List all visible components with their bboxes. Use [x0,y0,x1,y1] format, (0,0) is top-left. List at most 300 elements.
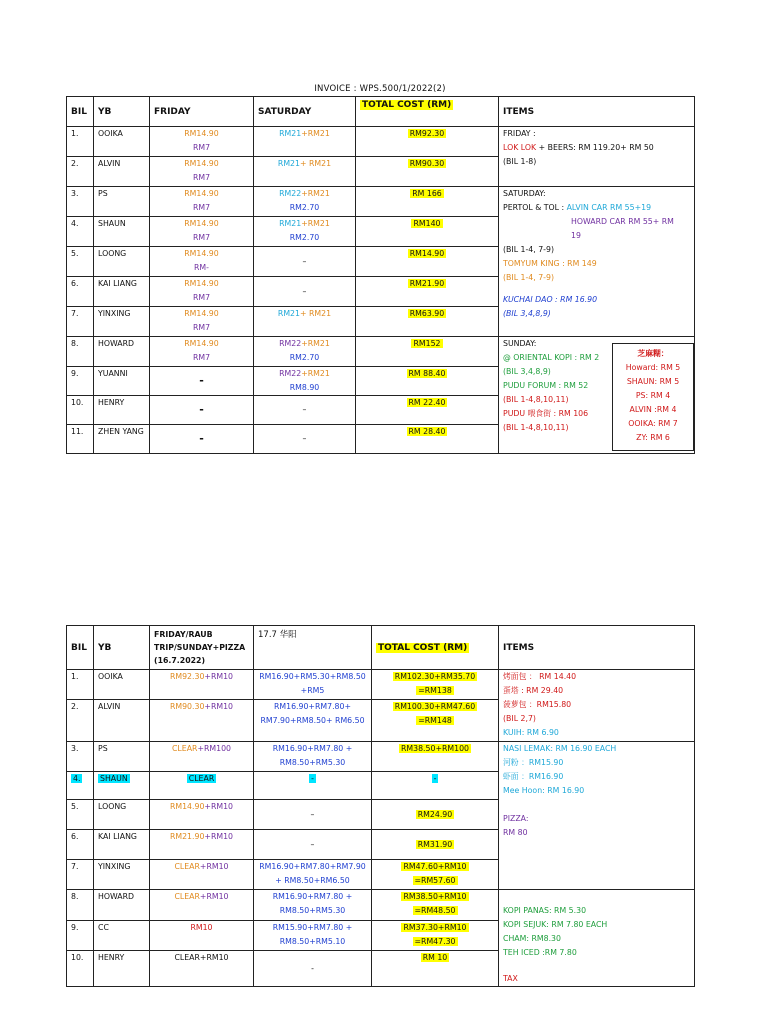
friday-amount-2: RM7 [192,353,211,362]
yb-cell: OOIKA [94,127,150,157]
yb-cell: ALVIN [94,700,150,742]
items-line: @ ORIENTAL KOPI : RM 2 [503,353,600,362]
items-line: KOPI PANAS: RM 5.30 [503,906,587,915]
friday-cell [150,277,254,307]
c3-part-a: RM21.90 [169,832,205,841]
total-cell [372,830,499,860]
friday-amount-2: RM7 [192,203,211,212]
total-line-1 [376,742,494,756]
plus-sign: + [301,369,308,378]
jul17-cell [254,742,372,772]
items-line [503,201,690,215]
c4-text: RM16.90+RM5.30+RM8.50 +RM5 [259,672,366,695]
friday-amount: RM14.90 [184,279,219,288]
empty-dash: - [199,431,204,445]
items-line: Mee Hoon: RM 16.90 [503,786,585,795]
friday-amount-2: RM7 [192,233,211,242]
col-friday-raub: FRIDAY/RAUB TRIP/SUNDAY+PIZZA (16.7.2022) [150,626,254,670]
jul17-cell [254,830,372,860]
yb-cell [94,772,150,800]
yb-cell: YUANNI [94,367,150,396]
total-cell [356,127,499,157]
saturday-cell [254,307,356,337]
bil-cell: 9. [67,920,94,951]
c3-part-a: CLEAR [174,862,200,871]
bil-cell: 1. [67,127,94,157]
total-amount: RM 10 [422,953,448,963]
lok-lok-label: LOK LOK [503,143,537,152]
items-line: (BIL 1-4, 7-9) [503,245,554,254]
total-result: =RM48.50 [414,906,456,915]
saturday-part-a: RM22 [279,189,302,198]
saturday-part-b: RM21 [307,129,330,138]
items-line: 河粉 ：RM15.90 [503,758,564,767]
total-cell [356,396,499,425]
yb-cell: KAI LIANG [94,830,150,860]
jul17-cell [254,890,372,921]
items-line: CHAM: RM8.30 [503,934,561,943]
items-line [503,141,690,155]
friday-cell [150,217,254,247]
yb-cell: PS [94,187,150,217]
friday-raub-cell [150,670,254,700]
total-cell [372,951,499,987]
saturday-part-a: RM21 [277,159,300,168]
yb-cell: HOWARD [94,337,150,367]
c3-part-b: +RM100 [197,744,232,753]
c3-part-b: +RM10 [199,953,229,963]
total-cell [372,920,499,951]
bil-cell: 10. [67,396,94,425]
table-row [67,670,695,700]
saturday-cell [254,396,356,425]
friday-amount-2: RM7 [192,173,211,182]
friday-raub-cell [150,830,254,860]
c4-text: RM16.90+RM7.80+RM7.90 + RM8.50+RM6.50 [259,862,366,885]
friday-amount-2: RM7 [192,293,211,302]
items-bakery [499,670,695,742]
c4-text: RM16.90+RM7.80 + RM8.50+RM5.30 [272,892,353,915]
empty-dash: - [311,963,314,973]
friday-cell [150,247,254,277]
tax-line: TAX [503,974,518,983]
sesame-line: PS: RM 4 [635,391,671,400]
total-cell [372,742,499,772]
bil-cell: 10. [67,951,94,987]
total-line-1 [376,951,494,965]
bil-cell: 4. [67,217,94,247]
items-line: (BIL 3,4,8,9) [503,309,551,318]
items-line: (BIL 1-4,8,10,11) [503,395,569,404]
friday-amount: RM14.90 [184,189,219,198]
saturday-part-a: RM22 [279,339,302,348]
friday-raub-cell [150,860,254,890]
items-line: PUDU FORUM : RM 52 [503,381,589,390]
friday-raub-cell [150,772,254,800]
friday-cell [150,157,254,187]
items-line: 烤面包 ： RM 14.40 [503,672,577,681]
total-line-1 [376,670,494,684]
total-amount: RM21.90 [409,279,445,288]
yb-cell: ZHEN YANG [94,425,150,454]
col-bil: BIL [67,97,94,127]
saturday-part-b: RM21 [307,339,330,348]
total-line-1 [376,838,494,852]
friday-amount: RM14.90 [184,219,219,228]
friday-amount: RM14.90 [184,249,219,258]
friday-raub-cell [150,951,254,987]
bil-cell: 1. [67,670,94,700]
saturday-part-b: RM21 [307,219,330,228]
total-amount: RM63.90 [409,309,445,318]
col-items: ITEMS [499,97,695,127]
total-amount: RM38.50+RM10 [403,892,467,901]
c3-part-b: +RM10 [204,802,234,811]
c4-text: RM15.90+RM7.80 + RM8.50+RM5.10 [272,922,353,946]
plus-sign: + [299,159,307,168]
empty-dash: – [302,405,307,414]
jul17-cell [254,670,372,700]
alvin-car: ALVIN CAR RM 55+19 [566,203,652,212]
total-cell [372,700,499,742]
col-saturday: SATURDAY [254,97,356,127]
total-cell [372,670,499,700]
yb-cell: HOWARD [94,890,150,921]
yb-cell: SHAUN [94,217,150,247]
empty-dash: - [199,402,204,416]
col-total: TOTAL COST (RM) [372,626,499,670]
yb-cell: HENRY [94,951,150,987]
c3-part-a: CLEAR [174,892,200,901]
total-cell [372,890,499,921]
c4-text: RM16.90+RM7.80+ RM7.90+RM8.50+ RM6.50 [260,702,365,725]
total-result: =RM47.30 [414,936,456,946]
total-line-2 [376,684,494,698]
total-amount: RM38.50+RM100 [400,744,470,753]
c3-part-b: +RM10 [199,892,229,901]
friday-cell [150,307,254,337]
total-line-2 [376,935,494,949]
bil-cell: 8. [67,337,94,367]
friday-amount: RM14.90 [184,129,219,138]
yb-cell: LOONG [94,800,150,830]
saturday-cell [254,157,356,187]
friday-cell [150,425,254,454]
total-cell [356,307,499,337]
saturday-cell [254,187,356,217]
total-cell [356,425,499,454]
c3-part-b: +RM10 [204,702,234,711]
items-line: TEH ICED :RM 7.80 [503,948,577,957]
saturday-amount [258,307,351,321]
col-jul17: 17.7 华阳 [254,626,372,670]
total-cell [356,337,499,367]
saturday-part-b: RM21 [307,369,330,378]
total-amount: RM102.30+RM35.70 [394,672,476,681]
total-cell [372,800,499,830]
c4-text: RM16.90+RM7.80 + RM8.50+RM5.30 [272,744,353,767]
items-line: SATURDAY: [503,189,546,198]
items-line: (BIL 2,7) [503,714,536,723]
bil-cell: 5. [67,247,94,277]
friday-cell [150,367,254,396]
saturday-cell [254,277,356,307]
total-cell [356,157,499,187]
yb-cell: CC [94,920,150,951]
total-amount: RM 166 [412,189,442,198]
bil-cell [67,772,94,800]
yb-cell: KAI LIANG [94,277,150,307]
empty-dash: – [302,286,307,296]
c3-part-a: RM92.30 [169,672,205,681]
items-saturday [499,187,695,337]
total-line-1 [376,921,494,935]
saturday-amount [258,217,351,231]
total-cell [356,187,499,217]
total-result: =RM57.60 [414,876,456,885]
empty-dash: – [302,434,307,443]
yb-cell: ALVIN [94,157,150,187]
bil-cell: 3. [67,187,94,217]
c4-text: - [311,774,314,783]
total-line-1 [376,808,494,822]
friday-raub-cell [150,800,254,830]
plus-sign: + [301,129,308,138]
beers-label: + BEERS: RM 119.20+ RM 50 [536,143,654,152]
total-result: =RM148 [418,716,452,725]
bil-cell: 6. [67,830,94,860]
items-line: PIZZA: [503,814,529,823]
jul17-cell [254,951,372,987]
items-line: SUNDAY: [503,339,537,348]
total-cell [356,277,499,307]
friday-cell [150,337,254,367]
saturday-amount [258,367,351,381]
c3-part-a: RM90.30 [169,702,205,711]
jul17-cell [254,700,372,742]
friday-raub-cell [150,920,254,951]
table-row [67,890,695,921]
c3-text: RM10 [190,922,213,932]
saturday-amount [258,127,351,141]
items-line: KOPI SEJUK: RM 7.80 EACH [503,920,608,929]
items-line: PUDU 喂食街 : RM 106 [503,409,589,418]
items-line: TOMYUM KING : RM 149 [503,259,597,268]
friday-cell [150,187,254,217]
col-total: TOTAL COST (RM) [356,97,499,127]
sesame-line: ZY: RM 6 [636,433,670,442]
jul17-cell [254,800,372,830]
yb-text: SHAUN [100,774,128,783]
c3-part-a: RM14.90 [169,802,205,811]
items-mains [499,742,695,890]
total-line-1 [376,700,494,714]
sesame-paste-box [612,343,694,451]
total-result: =RM138 [418,686,452,695]
bil-cell: 11. [67,425,94,454]
total-amount: RM140 [413,219,441,228]
saturday-cell [254,247,356,277]
friday-amount-2: RM- [194,263,209,272]
total-amount: RM92.30 [409,129,445,138]
total-amount: RM90.30 [409,159,445,168]
friday-amount: RM14.90 [184,159,219,168]
friday-cell [150,396,254,425]
spacer [503,960,690,972]
saturday-part-a: RM22 [279,369,302,378]
spacer [503,798,690,812]
c3-part-b: +RM10 [204,832,234,841]
col-items: ITEMS [499,626,695,670]
jul17-cell [254,860,372,890]
total-amount: RM14.90 [409,249,445,258]
yb-cell: YINXING [94,307,150,337]
petrol-label: PERTOL & TOL : [503,203,567,212]
items-line: 蛋塔 : RM 29.40 [503,686,564,695]
c3-part-a: CLEAR [174,953,200,963]
saturday-cell [254,217,356,247]
bil-cell: 5. [67,800,94,830]
saturday-part-a: RM21 [279,129,302,138]
total-amount: RM37.30+RM10 [403,922,467,932]
friday-raub-cell [150,700,254,742]
items-line: KUCHAI DAO : RM 16.90 [503,295,598,304]
yb-cell: OOIKA [94,670,150,700]
friday-amount: RM14.90 [184,339,219,348]
col-yb: YB [94,97,150,127]
bil-cell: 6. [67,277,94,307]
friday-cell [150,127,254,157]
bil-cell: 8. [67,890,94,921]
saturday-part-b: RM21 [306,309,332,318]
total-cell [356,247,499,277]
col-bil: BIL [67,626,94,670]
yb-cell: LOONG [94,247,150,277]
table-row [67,742,695,772]
items-friday [499,127,695,187]
table-row [67,337,695,367]
total-cell [372,860,499,890]
friday-raub-cell [150,890,254,921]
items-line: 菠萝包 ：RM15.80 [503,700,572,709]
bil-cell: 9. [67,367,94,396]
yb-cell: HENRY [94,396,150,425]
total-amount: - [433,774,437,783]
jul17-cell [254,772,372,800]
total-line-2 [376,904,494,918]
invoice-title: INVOICE : WPS.500/1/2022(2) [314,84,446,94]
total-line-1 [376,890,494,904]
saturday-amount [258,337,351,351]
table-header-row [67,626,695,670]
table-header-row [67,97,695,127]
saturday-amount [258,187,351,201]
items-line: KUIH: RM 6.90 [503,728,559,737]
items-line: (BIL 3,4,8,9) [503,367,551,376]
saturday-extra: RM8.90 [289,383,320,392]
plus-sign: + [301,339,308,348]
empty-dash: – [310,809,315,819]
saturday-cell [254,127,356,157]
friday-raub-cell [150,742,254,772]
bil-text: 4. [73,774,81,783]
plus-sign: + [301,219,308,228]
c3-part-b: +RM10 [199,862,229,871]
friday-amount-2: RM7 [192,323,211,332]
total-line-1 [376,860,494,874]
items-line: (BIL 1-4,8,10,11) [503,423,569,432]
sesame-line: SHAUN: RM 5 [626,377,680,386]
sesame-line: ALVIN :RM 4 [629,405,677,414]
items-line: 虾面 ：RM16.90 [503,772,564,781]
sesame-line: OOIKA: RM 7 [628,419,678,428]
sesame-title: 芝麻糊： [637,349,669,358]
items-line: (BIL 1-4, 7-9) [503,273,554,282]
total-amount: RM 28.40 [408,427,446,436]
c3-part-b: +RM10 [204,672,234,681]
total-line-2 [376,714,494,728]
col-yb: YB [94,626,150,670]
total-amount: RM31.90 [417,839,453,849]
friday-amount-2: RM7 [192,143,211,152]
sesame-line: Howard: RM 5 [625,363,681,372]
items-line: (BIL 1-8) [503,157,537,166]
plus-sign: + [301,189,308,198]
total-amount: RM47.60+RM10 [403,862,467,871]
saturday-part-a: RM21 [277,309,300,318]
items-line: 19 [571,231,581,240]
saturday-part-b: RM21 [307,189,330,198]
yb-cell: PS [94,742,150,772]
items-drinks [499,890,695,987]
saturday-extra: RM2.70 [289,203,320,212]
bil-cell: 3. [67,742,94,772]
saturday-part-b: RM21 [306,159,332,168]
total-amount: RM 22.40 [408,398,446,407]
c3-part-a: CLEAR [171,744,198,753]
col-friday: FRIDAY [150,97,254,127]
total-line-2 [376,874,494,888]
total-amount: RM152 [413,339,441,348]
bil-cell: 7. [67,860,94,890]
saturday-cell [254,337,356,367]
total-cell [356,217,499,247]
total-cell [356,367,499,396]
table-row [67,187,695,217]
saturday-part-a: RM21 [279,219,302,228]
bil-cell: 2. [67,157,94,187]
saturday-cell [254,425,356,454]
bil-cell: 7. [67,307,94,337]
empty-dash: – [302,256,307,266]
empty-dash: - [199,373,204,387]
empty-dash: – [310,839,315,849]
bil-cell: 2. [67,700,94,742]
invoice-table-2 [66,625,695,987]
saturday-extra: RM2.70 [289,353,320,362]
friday-amount: RM14.90 [184,309,219,318]
invoice-table-1 [66,96,695,454]
total-cell [372,772,499,800]
total-amount: RM 88.40 [408,369,446,378]
clear-text: CLEAR [188,774,215,783]
total-amount: RM100.30+RM47.60 [394,702,476,711]
items-line: HOWARD CAR RM 55+ RM [571,217,674,226]
total-amount: RM24.90 [417,809,453,819]
yb-cell: YINXING [94,860,150,890]
items-line: FRIDAY : [503,129,536,138]
items-line: NASI LEMAK: RM 16.90 EACH [503,744,617,753]
